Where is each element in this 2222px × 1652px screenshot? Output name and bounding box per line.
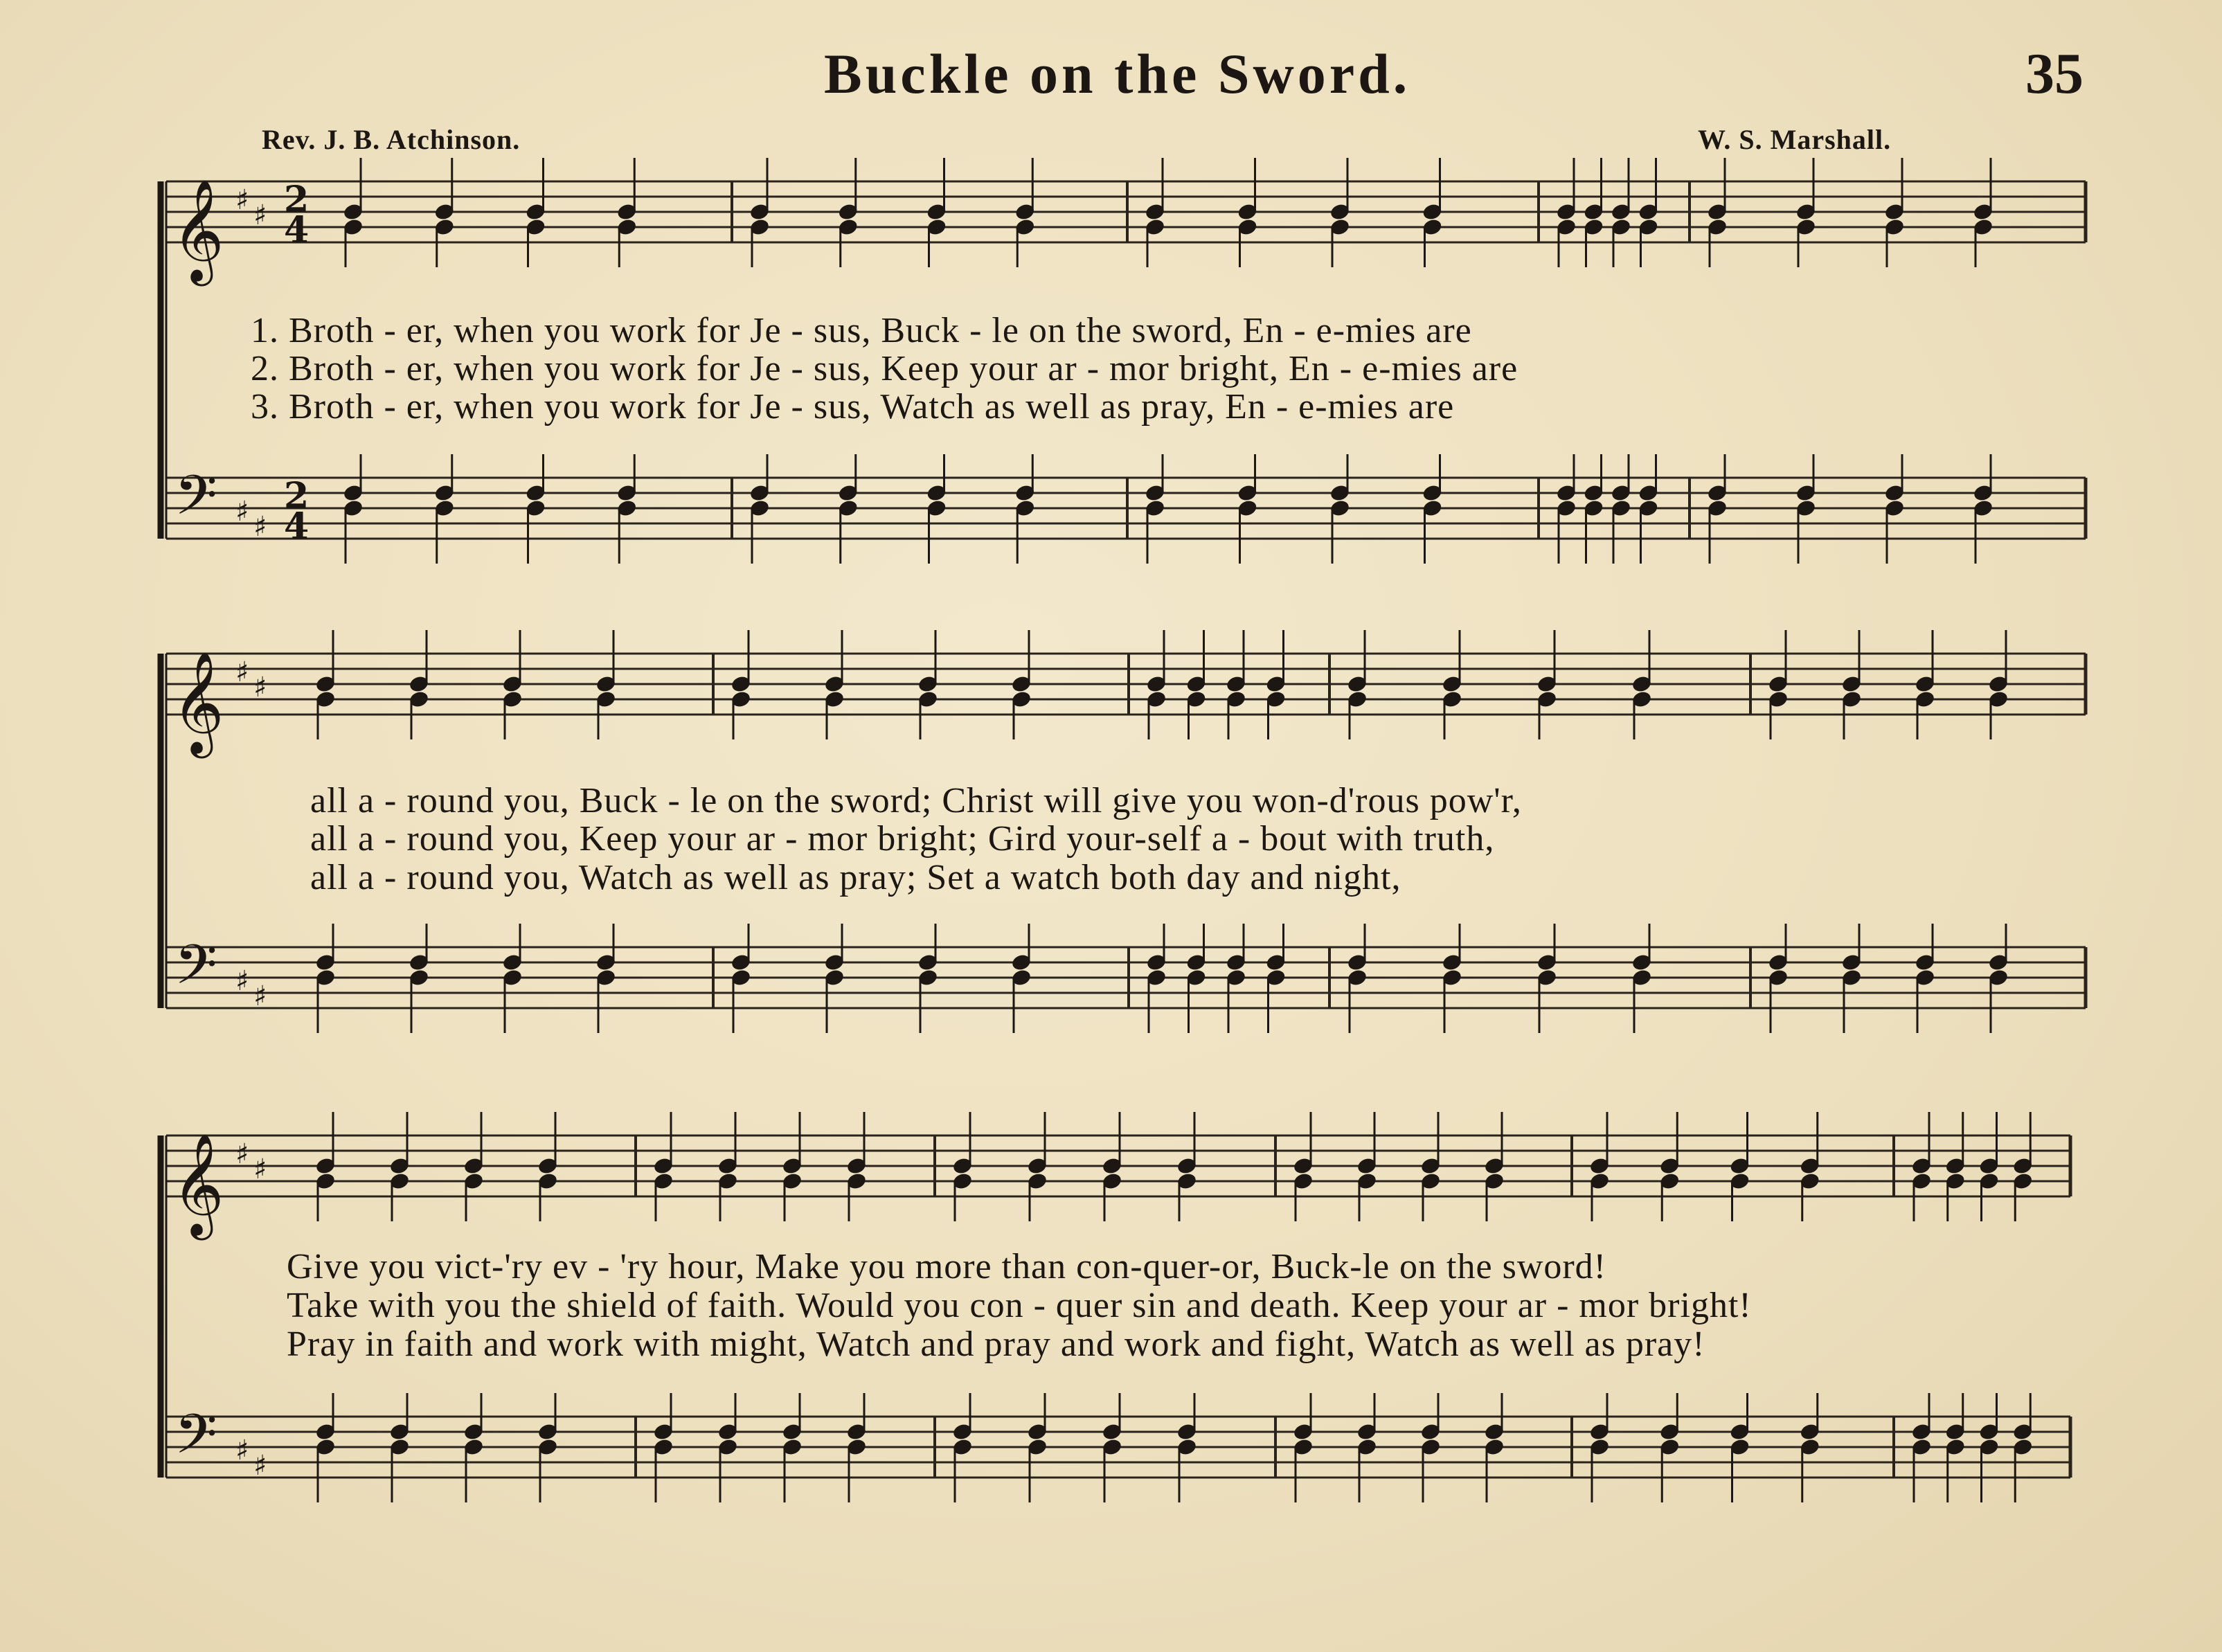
sharp-icon: ♯ bbox=[253, 980, 267, 1012]
sharp-icon: ♯ bbox=[253, 511, 267, 543]
bass-clef-icon: 𝄢 bbox=[174, 933, 217, 1010]
time-signature: 4 bbox=[284, 505, 310, 548]
sharp-icon: ♯ bbox=[253, 1450, 267, 1482]
lyric-line: Take with you the shield of faith. Would you con - quer sin and death. Keep your ar - mor bright! bbox=[287, 1286, 1752, 1325]
lyric-line: all a - round you, Buck - le on the sword; Christ will give you won-d'rous pow'r, bbox=[310, 781, 1522, 820]
treble-clef-icon: 𝄞 bbox=[172, 651, 224, 754]
bass-clef-icon: 𝄢 bbox=[174, 1402, 217, 1480]
treble-clef-icon: 𝄞 bbox=[172, 1133, 224, 1236]
sharp-icon: ♯ bbox=[235, 656, 249, 688]
song-title: Buckle on the Sword. bbox=[824, 42, 1411, 105]
bass-clef-icon: 𝄢 bbox=[174, 463, 217, 541]
lyric-line: 2. Broth - er, when you work for Je - sus, Keep your ar - mor bright, En - e-mies are bbox=[251, 349, 1518, 388]
lyric-line: 1. Broth - er, when you work for Je - sus, Buck - le on the sword, En - e-mies are bbox=[251, 311, 1472, 350]
page-number: 35 bbox=[2025, 42, 2084, 106]
composer-credit: W. S. Marshall. bbox=[1698, 124, 1892, 155]
sharp-icon: ♯ bbox=[253, 672, 267, 703]
sharp-icon: ♯ bbox=[235, 1138, 249, 1170]
time-signature: 2 bbox=[284, 179, 310, 221]
lyric-line: all a - round you, Watch as well as pray; Set a watch both day and night, bbox=[310, 858, 1401, 897]
lyric-line: Pray in faith and work with might, Watch and pray and work and fight, Watch as well as pray! bbox=[287, 1325, 1705, 1364]
lyric-line: Give you vict-'ry ev - 'ry hour, Make you more than con-quer-or, Buck-le on the sword! bbox=[287, 1247, 1606, 1286]
time-signature: 2 bbox=[284, 475, 310, 517]
sharp-icon: ♯ bbox=[235, 184, 249, 216]
lyric-line: all a - round you, Keep your ar - mor bright; Gird your-self a - bout with truth, bbox=[310, 819, 1495, 859]
lyric-line: 3. Broth - er, when you work for Je - sus, Watch as well as pray, En - e-mies are bbox=[251, 387, 1455, 427]
sharp-icon: ♯ bbox=[235, 965, 249, 997]
time-signature: 4 bbox=[284, 209, 310, 251]
sharp-icon: ♯ bbox=[253, 199, 267, 231]
lyricist-credit: Rev. J. B. Atchinson. bbox=[262, 124, 521, 155]
sharp-icon: ♯ bbox=[235, 496, 249, 528]
treble-clef-icon: 𝄞 bbox=[172, 179, 224, 282]
sharp-icon: ♯ bbox=[253, 1153, 267, 1185]
sharp-icon: ♯ bbox=[235, 1435, 249, 1466]
